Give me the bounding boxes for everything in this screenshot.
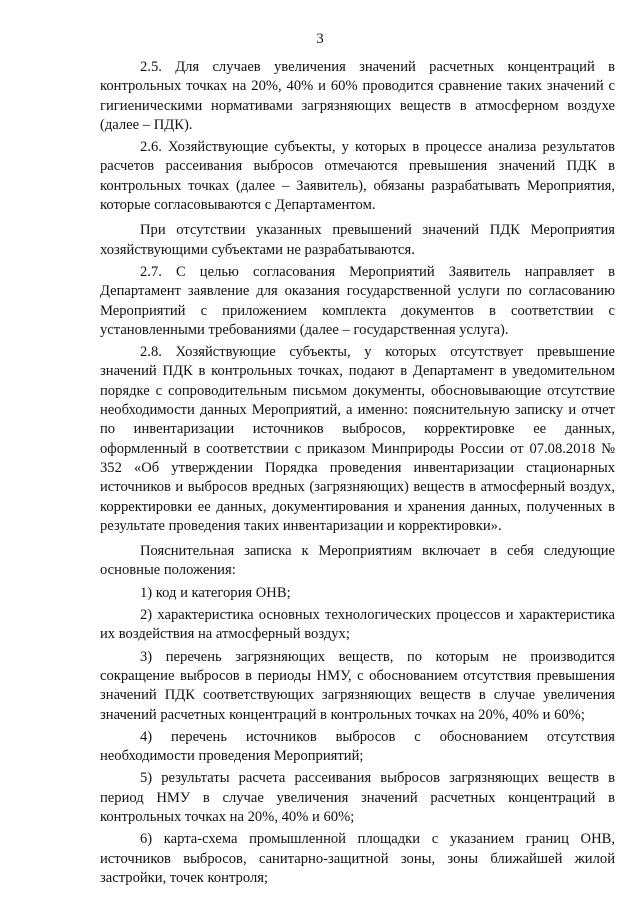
- paragraph-explanatory-note: Пояснительная записка к Мероприятиям включает в себя следующие основные положения:: [100, 543, 615, 579]
- paragraph-2-8: 2.8. Хозяйствующие субъекты, у которых отсутствует превышение значений ПДК в контрольных точках, подают в Департамент в уведомительном порядке с сопроводительным письмом документы, обосновывающие отсутствие необходимости данных Мероприятий, а именно: пояснительную записку и отчет по инвентаризации источников выбросов, корректировке ее данных, оформленный в соответствии с приказом Минприроды России от 07.08.2018 № 352 «Об утверждении Порядка проведения инвентаризации стационарных источников и выбросов вредных (загрязняющих) веществ в атмосферный воздух, корректировки ее данных, документирования и хранения данных, полученных в результате проведения таких инвентаризации и корректировки».: [100, 344, 615, 534]
- list-item-1: 1) код и категория ОНВ;: [140, 584, 291, 601]
- list-item-6: 6) карта-схема промышленной площадки с указанием границ ОНВ, источников выбросов, санитарно-защитной зоны, зоны ближайшей жилой застройки, точек контроля;: [100, 831, 615, 886]
- paragraph-2-6: 2.6. Хозяйствующие субъекты, у которых в процессе анализа результатов расчетов рассеивания выбросов отмечаются превышения значений ПДК в контрольных точках (далее – Заявитель), обязаны разрабатывать Мероприятия, которые согласовываются с Департаментом.: [100, 139, 615, 214]
- list-item-4: 4) перечень источников выбросов с обоснованием отсутствия необходимости проведения Мероприятий;: [100, 728, 615, 765]
- list-item-3: 3) перечень загрязняющих веществ, по которым не производится сокращение выбросов в периоды НМУ, с обоснованием отсутствия превышения значений ПДК соответствующих загрязняющих веществ в случае увеличения значений расчетных концентраций в контрольных точках на 20%, 40% и 60%;: [100, 648, 615, 723]
- paragraph-2-7: 2.7. С целью согласования Мероприятий Заявитель направляет в Департамент заявление для оказания государственной услуги по согласованию Мероприятий с приложением комплекта документов в соответствии с установленными требованиями (далее – государственная услуга).: [100, 263, 615, 338]
- paragraph-no-exceedance: При отсутствии указанных превышений значений ПДК Мероприятия хозяйствующими субъектами не разрабатываются.: [100, 222, 615, 258]
- list-item-2: 2) характеристика основных технологических процессов и характеристика их воздействия на атмосферный воздух;: [100, 607, 615, 643]
- page-number: 3: [316, 31, 324, 47]
- list-item-5: 5) результаты расчета рассеивания выбросов загрязняющих веществ в период НМУ в случае увеличения значений расчетных концентраций в контрольных точках на 20%, 40% и 60%;: [100, 770, 615, 825]
- paragraph-2-5: 2.5. Для случаев увеличения значений расчетных концентраций в контрольных точках на 20%, 40% и 60% проводится сравнение таких значений с гигиеническими нормативами загрязняющих веществ в атмосферном воздухе (далее – ПДК).: [100, 59, 615, 133]
- document-body: [100, 58, 615, 888]
